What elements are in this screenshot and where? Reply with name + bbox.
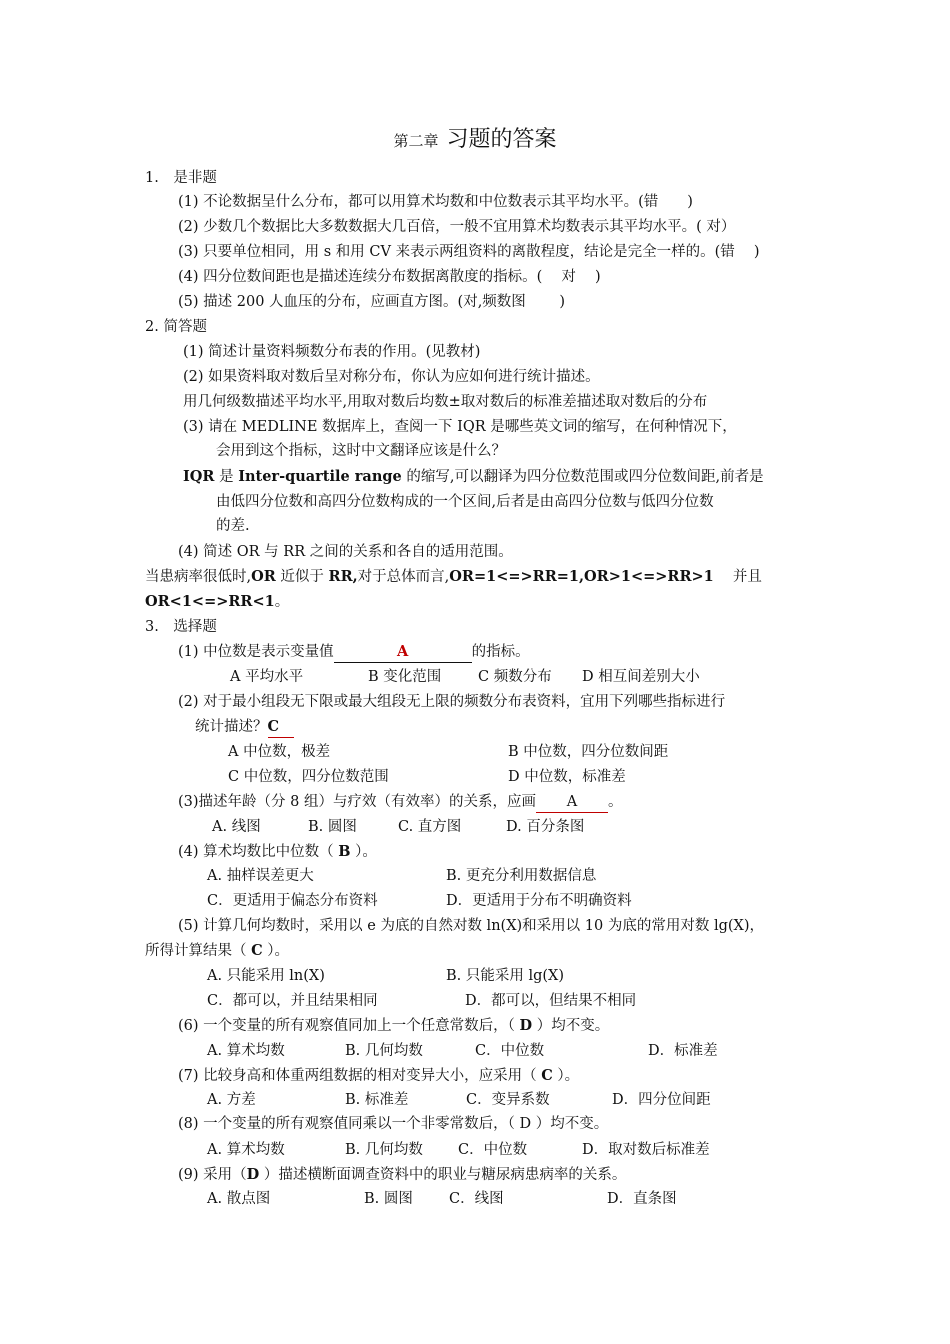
s3-q7-option-d: D．四分位间距 [612,1092,711,1108]
s3-question-5-line-2: 所得计算结果（ C ）。 [145,942,290,959]
s1-question-1: (1) 不论数据呈什么分布，都可以用算术均数和中位数表示其平均水平。(错 ) [178,194,693,210]
s3-q2-option-d: D 中位数，标准差 [508,769,626,785]
s3-q7-option-c: C．变异系数 [466,1092,550,1108]
s2-question-2: (2) 如果资料取对数后呈对称分布，你认为应如何进行统计描述。 [183,369,600,385]
s3-q6-option-a: A. 算术均数 [207,1043,285,1059]
s3-question-5-line-1: (5) 计算几何均数时，采用以 e 为底的自然对数 ln(X)和采用以 10 为底的常用对数 lg(X)， [178,918,765,934]
s3-q8-option-c: C．中位数 [458,1142,528,1158]
s3-q1-option-c: C 频数分布 [478,669,552,685]
answer-blank: C [268,717,294,738]
s2-answer-2: 用几何级数描述平均水平,用取对数后均数±取对数后的标准差描述取对数后的分布 [183,394,708,410]
s3-q5-option-a: A. 只能采用 ln(X) [207,968,325,984]
s3-question-8: (8) 一个变量的所有观察值同乘以一个非零常数后，（ D ）均不变。 [178,1116,609,1132]
s3-q8-option-d: D．取对数后标准差 [582,1142,710,1158]
s3-q7-option-a: A. 方差 [207,1092,256,1108]
s3-q3-option-c: C. 直方图 [398,819,462,835]
s3-q1-option-a: A 平均水平 [230,669,304,685]
page-title [0,122,950,153]
iqr-term: IQR [183,468,215,485]
s3-question-2-line-2: 统计描述？C [195,717,294,738]
s3-q5-option-d: D．都可以，但结果不相同 [465,993,637,1009]
s3-q3-option-a: A. 线图 [212,819,261,835]
s3-question-7: (7) 比较身高和体重两组数据的相对变异大小，应采用（ C ）。 [178,1067,580,1084]
s2-answer-3-line-3: 的差. [216,518,250,534]
s2-question-3-line-1: (3) 请在 MEDLINE 数据库上，查阅一下 IQR 是哪些英文词的缩写，在何种情况下， [183,419,737,435]
s3-q4-option-d: D．更适用于分布不明确资料 [446,893,632,909]
s3-question-3: (3)描述年龄（分 8 组）与疗效（有效率）的关系，应画 A 。 [178,792,622,813]
s2-answer-4-line-1: 当患病率很低时,OR 近似于 RR,对于总体而言,OR=1<=>RR=1,OR>1<=>RR>1 并且 [145,568,762,585]
answer: D [246,1166,260,1183]
s3-q8-option-a: A. 算术均数 [207,1142,285,1158]
answer-blank: A [536,792,608,813]
s3-q7-option-b: B. 标准差 [345,1092,409,1108]
section-3-heading: 3. 选择题 [145,619,217,635]
s3-q4-option-c: C．更适用于偏态分布资料 [207,893,378,909]
answer: B [338,843,351,860]
s2-question-3-line-2: 会用到这个指标，这时中文翻译应该是什么？ [216,443,506,459]
s3-q6-option-b: B. 几何均数 [345,1043,423,1059]
s3-q2-option-c: C 中位数，四分位数范围 [228,769,389,785]
s3-q1-option-d: D 相互间差别大小 [582,669,700,685]
s3-q2-option-b: B 中位数，四分位数间距 [508,744,669,760]
title-main: 习题的答案 [446,127,557,152]
s3-q2-option-a: A 中位数，极差 [228,744,331,760]
s1-question-3: (3) 只要单位相同，用 s 和用 CV 来表示两组资料的离散程度，结论是完全一样的。(错 ) [178,244,760,260]
s1-question-2: (2) 少数几个数据比大多数数据大几百倍，一般不宜用算术均数表示其平均水平。( 对） [178,219,736,235]
s3-question-4: (4) 算术均数比中位数（ B ）。 [178,843,377,860]
s2-answer-4-line-2: OR<1<=>RR<1。 [145,593,290,610]
s1-question-4: (4) 四分位数间距也是描述连续分布数据离散度的指标。( 对 ) [178,269,601,285]
answer-blank: A [334,642,472,663]
chapter-label: 第二章 [393,132,439,150]
answer: C [251,942,263,959]
answer: C [541,1067,553,1084]
s3-q5-option-b: B. 只能采用 lg(X) [446,968,565,984]
s2-question-1: (1) 简述计量资料频数分布表的作用。(见教材) [183,344,481,360]
s2-answer-3-line-2: 由低四分位数和高四分位数构成的一个区间,后者是由高四分位数与低四分位数 [216,494,714,510]
answer: D [519,1017,533,1034]
answer: D [519,1116,532,1132]
s3-question-2-line-1: (2) 对于最小组段无下限或最大组段无上限的频数分布表资料，宜用下列哪些指标进行 [178,694,726,710]
s3-q4-option-a: A. 抽样误差更大 [207,868,314,884]
s3-q6-option-d: D．标准差 [648,1043,718,1059]
s3-q9-option-a: A. 散点图 [207,1191,271,1207]
s1-question-5: (5) 描述 200 人血压的分布，应画直方图。(对,频数图 ) [178,294,566,310]
section-1-heading: 1. 是非题 [145,170,217,186]
s3-question-6: (6) 一个变量的所有观察值同加上一个任意常数后，（ D ）均不变。 [178,1017,610,1034]
s2-question-4: (4) 简述 OR 与 RR 之间的关系和各自的适用范围。 [178,544,513,560]
s3-question-9: (9) 采用（D ）描述横断面调查资料中的职业与糖尿病患病率的关系。 [178,1166,627,1183]
s3-q1-option-b: B 变化范围 [368,669,442,685]
s3-question-1: (1) 中位数是表示变量值 A 的指标。 [178,642,530,663]
s3-q9-option-b: B. 圆图 [364,1191,413,1207]
section-2-heading: 2. 简答题 [145,319,207,335]
s2-answer-3-line-1: IQR 是 Inter-quartile range 的缩写,可以翻译为四分位数范围或四分位数间距,前者是 [183,468,764,485]
s3-q6-option-c: C．中位数 [475,1043,545,1059]
s3-q3-option-b: B. 圆图 [308,819,357,835]
iqr-full-term: Inter-quartile range [238,468,402,485]
s3-q4-option-b: B. 更充分利用数据信息 [446,868,597,884]
s3-q9-option-d: D．直条图 [607,1191,677,1207]
s3-q8-option-b: B. 几何均数 [345,1142,423,1158]
s3-q9-option-c: C．线图 [449,1191,504,1207]
s3-q3-option-d: D. 百分条图 [506,819,585,835]
s3-q5-option-c: C．都可以，并且结果相同 [207,993,378,1009]
